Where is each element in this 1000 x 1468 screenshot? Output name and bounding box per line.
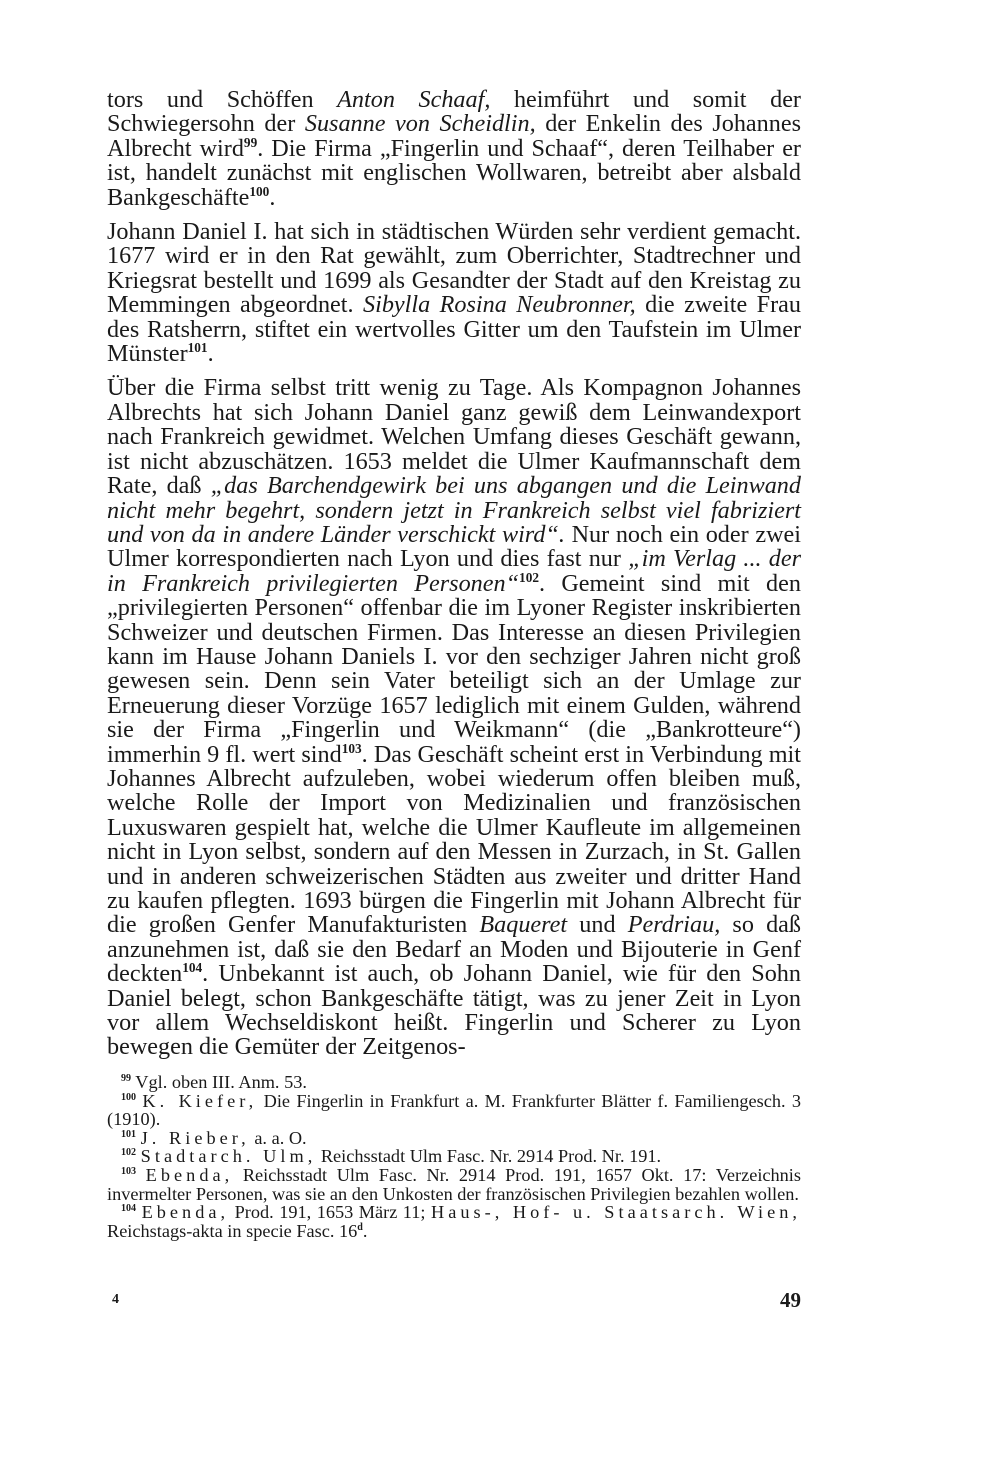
footnote-ref: 103 — [341, 740, 362, 756]
italic-name: Baqueret — [479, 911, 568, 939]
footnote-ref: 102 — [519, 569, 539, 585]
author-name: J. Rieber, — [140, 1127, 250, 1148]
footnote-101: $^{101}$ J. Rieber, a. a. O. — [121, 1127, 307, 1148]
archive-name: Stadtarch. Ulm, — [140, 1146, 317, 1167]
footnote-number: 99 — [121, 1072, 132, 1084]
footnote-104: $^{104}$ Ebenda, Prod. 191, 1653 März 11; Haus-, Hof- u. Staatsarch. Wien, Reichstags-akta in specie Fasc. 16$^d$. — [107, 1202, 801, 1241]
italic-quote: „das Barchendgewirk bei uns abgangen und die Leinwand nicht mehr begehrt, sondern jetzt in Frankreich selbst viel fabriziert und von da in andere Länder verschickt wird“. — [107, 472, 801, 548]
paragraph-1: tors und Schöffen Anton Schaaf, heimführt und somit der Schwiegersohn der Susanne von Scheidlin, der Enkelin des Johannes Albrecht wird$^{99}$. Die Firma „Fingerlin und Schaaf“, deren Teilhaber er ist, handelt zunächst mit englischen Wollwaren, betreibt aber alsbald Bankgeschäfte$^{100}$. — [107, 86, 802, 211]
archive-name: Haus-, Hof- u. Staatsarch. Wien, — [430, 1202, 801, 1223]
footnote-ref: 100 — [249, 183, 270, 199]
footnote-ref: 99 — [243, 134, 258, 150]
footnote-number: 100 — [121, 1091, 137, 1103]
footnotes — [107, 1073, 801, 1240]
footnote-103: $^{103}$ Ebenda, Reichsstadt Ulm Fasc. Nr. 2914 Prod. 191, 1657 Okt. 17: Verzeichnis invermelter Personen, was sie an den Unkosten der französischen Privilegien bezahlen wollen. — [107, 1164, 801, 1204]
footnote-number: 101 — [121, 1128, 137, 1140]
footnote-100: $^{100}$ K. Kiefer, Die Fingerlin in Frankfurt a. M. Frankfurter Blätter f. Familiengesch. 3 (1910). — [107, 1090, 801, 1130]
italic-name: Anton Schaaf, — [337, 86, 491, 113]
paragraph-3: Über die Firma selbst tritt wenig zu Tage. Als Kompagnon Johannes Albrechts hat sich Johann Daniel ganz gewiß dem Leinwandexport nach Frankreich gewidmet. Welchen Umfang dieses Geschäft gewann, ist nicht abzuschätzen. 1653 meldet die Ulmer Kaufmannschaft dem Rate, daß „das Barchendgewirk bei uns abgangen und die Leinwand nicht mehr begehrt, sondern jetzt in Frankreich selbst viel fabriziert und von da in andere Länder verschickt wird“. Nur noch ein oder zwei Ulmer korrespondierten nach Lyon und dies fast nur „im Verlag ... der in Frankreich privilegierten Personen“$^{102}$. Gemeint sind mit den „privilegierten Personen“ offenbar die im Lyoner Register inskribierten Schweizer und deutschen Firmen. Das Interesse an diesen Privilegien kann im Hause Johann Daniels I. vor den sechziger Jahren nicht groß gewesen sein. Denn sein Vater beteiligt sich an der Umlage zur Erneuerung dieser Vorzüge 1657 lediglich mit einem Gulden, während sie der Firma „Fingerlin und Weikmann“ (die „Bankrotteure“) immerhin 9 fl. wert sind$^{103}$. Das Geschäft scheint erst in Verbindung mit Johannes Albrecht aufzuleben, wobei wiederum offen bleiben muß, welche Rolle der Import von Medizinalien und französischen Luxuswaren gespielt hat, welche die Ulmer Kaufleute im allgemeinen nicht in Lyon selbst, sondern auf den Messen in Zurzach, in St. Gallen und in anderen schweizerischen Städten aus zweiter und dritter Hand zu kaufen pflegten. 1693 bürgen die Fingerlin mit Johann Albrecht für die großen Genfer Manufakturisten Baqueret und Perdriau, so daß anzunehmen ist, daß sie den Bedarf an Moden und Bijouterie in Genf deckten$^{104}$. Unbekannt ist auch, ob Johann Daniel, wie für den Sohn Daniel belegt, schon Bankgeschäfte tätigt, was zu jener Zeit in Lyon vor allem Wechseldiskont heißt. Fingerlin und Scherer zu Lyon bewegen die Gemüter der Zeitgenos- — [107, 374, 802, 1061]
italic-name: Sibylla Rosina Neubronner, — [363, 291, 636, 319]
footnote-ref: 104 — [182, 960, 203, 976]
signature-mark: 4 — [112, 1292, 119, 1307]
footnote-102: $^{102}$ Stadtarch. Ulm, Reichsstadt Ulm Fasc. Nr. 2914 Prod. Nr. 191. — [121, 1146, 662, 1167]
author-name: K. Kiefer, — [142, 1090, 258, 1111]
footnote-number: 103 — [121, 1165, 137, 1177]
italic-quote: „im Verlag ... der in Frankreich privilegierten Personen“ — [107, 545, 802, 597]
footnote-number: 104 — [121, 1203, 137, 1215]
footnote-99: $^{99}$ Vgl. oben III. Anm. 53. — [121, 1072, 307, 1092]
page-number: 49 — [780, 1288, 801, 1312]
superscript-letter: d — [357, 1221, 363, 1233]
italic-name: Susanne von Scheidlin, — [304, 110, 536, 138]
footnote-ref: 101 — [187, 340, 208, 355]
reference-ebenda: Ebenda, — [141, 1202, 230, 1223]
italic-name: Perdriau, — [627, 911, 721, 939]
body-text — [107, 88, 801, 1060]
reference-ebenda: Ebenda, — [145, 1164, 234, 1185]
paragraph-2: Johann Daniel I. hat sich in städtischen Würden sehr verdient gemacht. 1677 wird er in den Rat gewählt, zum Oberrichter, Stadtrechner und Kriegsrat bestellt und 1699 als Gesandter der Stadt auf den Kreistag zu Memmingen abgeordnet. Sibylla Rosina Neubronner, die zweite Frau des Ratsherrn, stiftet ein wertvolles Gitter um den Taufstein im Ulmer Münster$^{101}$. — [107, 218, 802, 368]
footnote-number: 102 — [121, 1147, 137, 1159]
